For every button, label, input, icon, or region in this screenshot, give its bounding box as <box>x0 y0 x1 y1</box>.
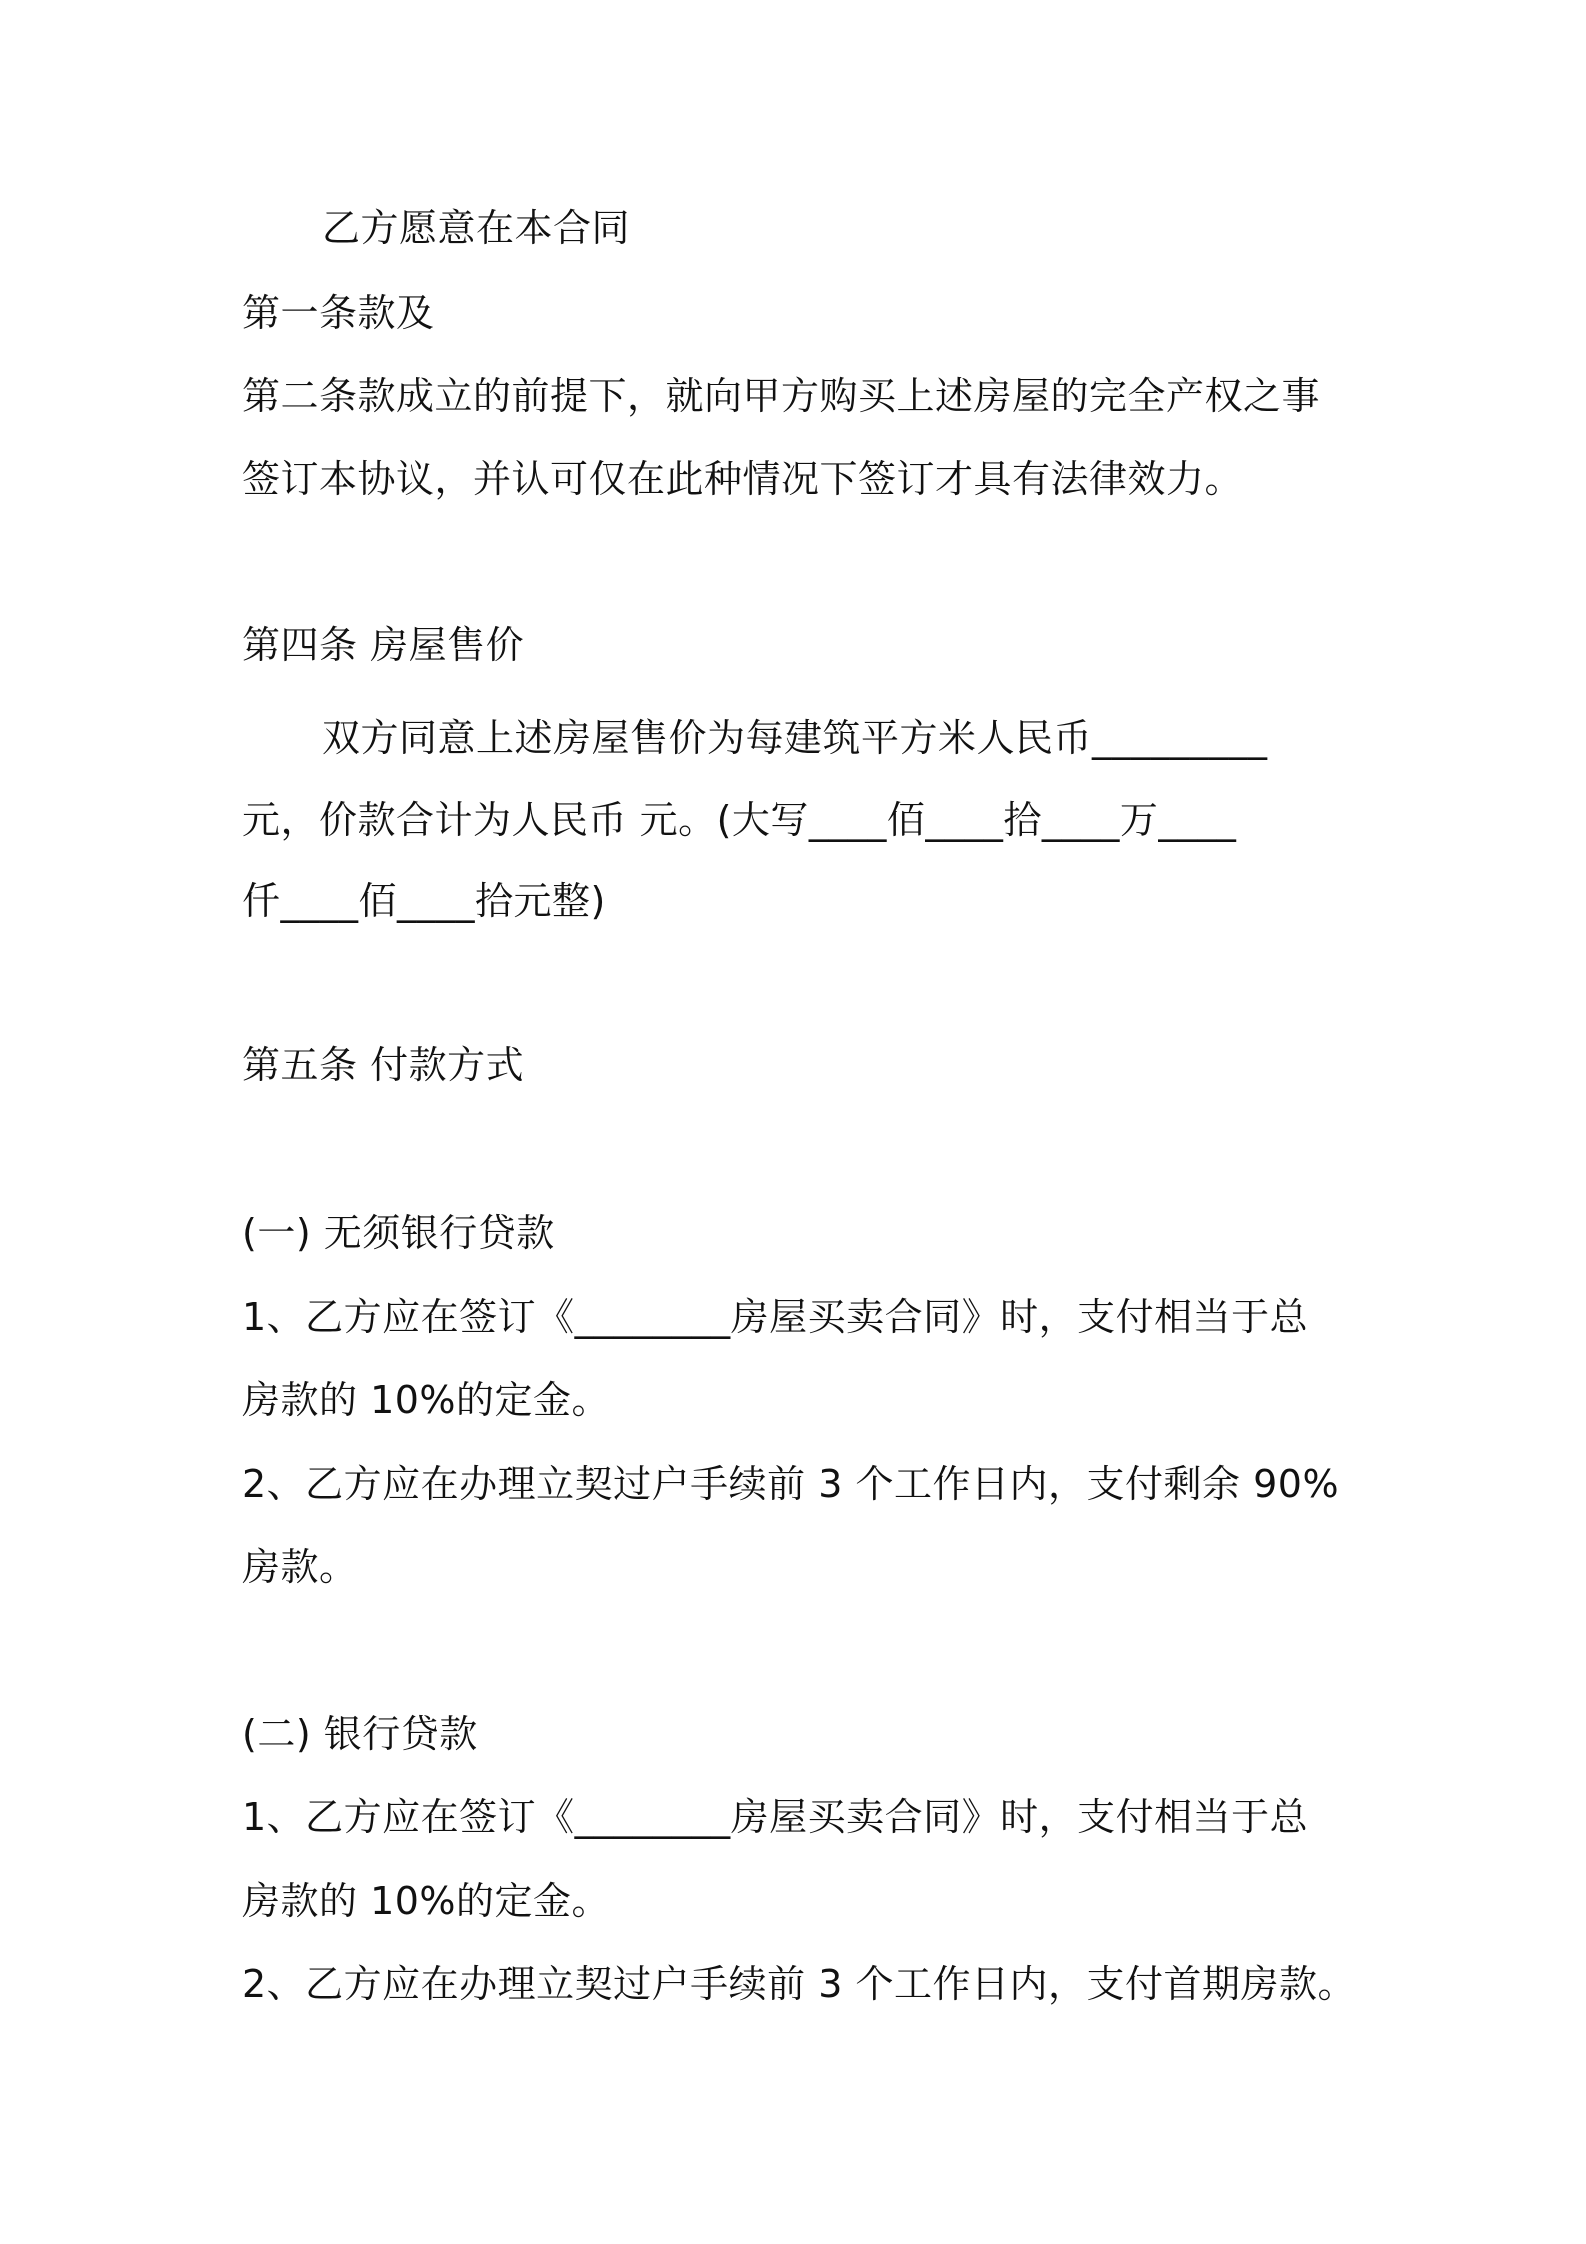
no-loan-item-1-line-2: 房款的 10%的定金。 <box>242 1378 611 1422</box>
no-loan-item-2-line-1: 2、乙方应在办理立契过户手续前 3 个工作日内，支付剩余 90% <box>242 1462 1340 1506</box>
price-line-1: 双方同意上述房屋售价为每建筑平方米人民币_________ <box>322 716 1268 760</box>
paragraph-line-4: 签订本协议，并认可仅在此种情况下签订才具有法律效力。 <box>242 457 1244 501</box>
no-loan-item-2-line-2: 房款。 <box>242 1545 358 1589</box>
subsection-heading-no-loan: (一) 无须银行贷款 <box>242 1211 555 1255</box>
bank-loan-item-1-line-1: 1、乙方应在签订《________房屋买卖合同》时，支付相当于总 <box>242 1795 1309 1839</box>
paragraph-line-2: 第一条款及 <box>242 291 435 335</box>
bank-loan-item-1-line-2: 房款的 10%的定金。 <box>242 1879 611 1923</box>
paragraph-line-3: 第二条款成立的前提下，就向甲方购买上述房屋的完全产权之事 <box>242 374 1321 418</box>
section-heading-price: 第四条 房屋售价 <box>242 623 525 667</box>
subsection-heading-bank-loan: (二) 银行贷款 <box>242 1712 478 1756</box>
price-line-2: 元，价款合计为人民币 元。(大写____佰____拾____万____ <box>242 798 1237 842</box>
paragraph-line-1: 乙方愿意在本合同 <box>322 206 631 250</box>
price-line-3: 仟____佰____拾元整) <box>242 879 606 923</box>
no-loan-item-1-line-1: 1、乙方应在签订《________房屋买卖合同》时，支付相当于总 <box>242 1295 1309 1339</box>
section-heading-payment: 第五条 付款方式 <box>242 1043 525 1087</box>
bank-loan-item-2-line-1: 2、乙方应在办理立契过户手续前 3 个工作日内，支付首期房款。 <box>242 1962 1357 2006</box>
